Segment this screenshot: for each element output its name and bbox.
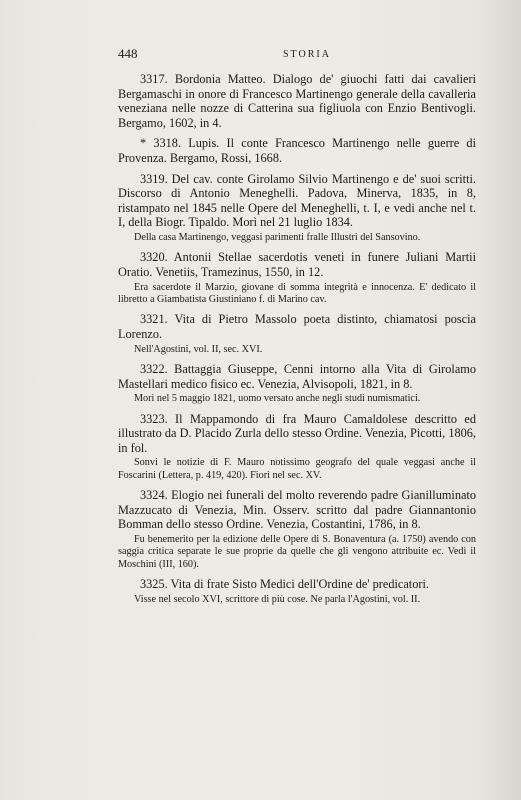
- entry-text: 3321. Vita di Pietro Massolo poeta distinto, chiamatosi poscia Lorenzo.: [118, 312, 476, 341]
- entry-text: 3322. Battaggia Giuseppe, Cenni intorno alla Vita di Girolamo Mastellari medico fisico ec. Venezia, Alvisopoli, 1821, in 8.: [118, 361, 476, 391]
- entry-text: 3324. Elogio nei funerali del molto reverendo padre Gianilluminato Mazzucato di Venezia, Min. Osserv. scritto dal padre Giannantonio Bomman dello stesso Ordine. Venezia, Costantini, 1786, in 8.: [118, 488, 476, 532]
- entry-note: Era sacerdote il Marzio, giovane di somma integrità e innocenza. E' dedicato il libretto a Giambatista Giustiniano f. di Marino cav.: [118, 281, 476, 305]
- entry-3324: [118, 488, 476, 571]
- entry-note: Sonvi le notizie di F. Mauro notissimo geografo del quale veggasi anche il Foscarini (Lettera, p. 419, 420). Fiorì nel sec. XV.: [118, 457, 476, 481]
- bibliography-entries: [118, 72, 476, 612]
- entry-3318: [118, 136, 476, 165]
- entry-text: 3325. Vita di frate Sisto Medici dell'Ordine de' predicatori.: [140, 577, 429, 592]
- entry-note: Visse nel secolo XVI, scrittore di più cose. Ne parla l'Agostini, vol. II.: [134, 593, 421, 605]
- entry-text: * 3318. Lupis. Il conte Francesco Martinengo nelle guerre di Provenza. Bergamo, Rossi, 1668.: [118, 136, 476, 165]
- entry-3317: [118, 72, 476, 130]
- entry-3321: [118, 312, 476, 356]
- entry-3325: [118, 577, 476, 606]
- entry-note: Morì nel 5 maggio 1821, uomo versato anche negli studi numismatici.: [134, 393, 421, 405]
- entry-note: Della casa Martinengo, veggasi parimenti fralle Illustri del Sansovino.: [134, 231, 421, 243]
- page-header: [118, 46, 476, 66]
- entry-note: Nell'Agostini, vol. II, sec. XVI.: [134, 343, 263, 355]
- entry-3322: [118, 362, 476, 406]
- running-head: STORIA: [283, 49, 331, 60]
- entry-note: Fu benemerito per la edizione delle Opere di S. Bonaventura (a. 1750) avendo con saggia critica separate le sue proprie da quelle che gli vengono attribuite ec. Vedi il Moschini (III, 160).: [118, 533, 476, 570]
- entry-text: 3319. Del cav. conte Girolamo Silvio Martinengo e de' suoi scritti. Discorso di Antonio Meneghelli. Padova, Minerva, 1835, in 8, ristampato nel 1845 nelle Opere del Meneghelli, t. I, e vedi anche nel t. I, della Biogr. Tipaldo. Morì nel 21 luglio 1834.: [118, 171, 476, 230]
- entry-text: 3323. Il Mappamondo di fra Mauro Camaldolese descritto ed illustrato da D. Placido Zurla dello stesso Ordine. Venezia, Picotti, 1806, in fol.: [118, 411, 476, 455]
- entry-3323: [118, 412, 476, 483]
- entry-text: 3317. Bordonia Matteo. Dialogo de' giuochi fatti dai cavalieri Bergamaschi in onore di Francesco Martinengo generale della cavalleria veneziana nelle nozze di Catterina sua figliuola con Enzio Bentivogli. Bergamo, 1602, in 4.: [118, 72, 476, 130]
- entry-3320: [118, 250, 476, 306]
- entry-text: 3320. Antonii Stellae sacerdotis veneti in funere Juliani Martii Oratio. Venetiis, Tramezinus, 1550, in 12.: [118, 250, 476, 279]
- entry-3319: [118, 172, 476, 245]
- page-number: 448: [118, 46, 138, 61]
